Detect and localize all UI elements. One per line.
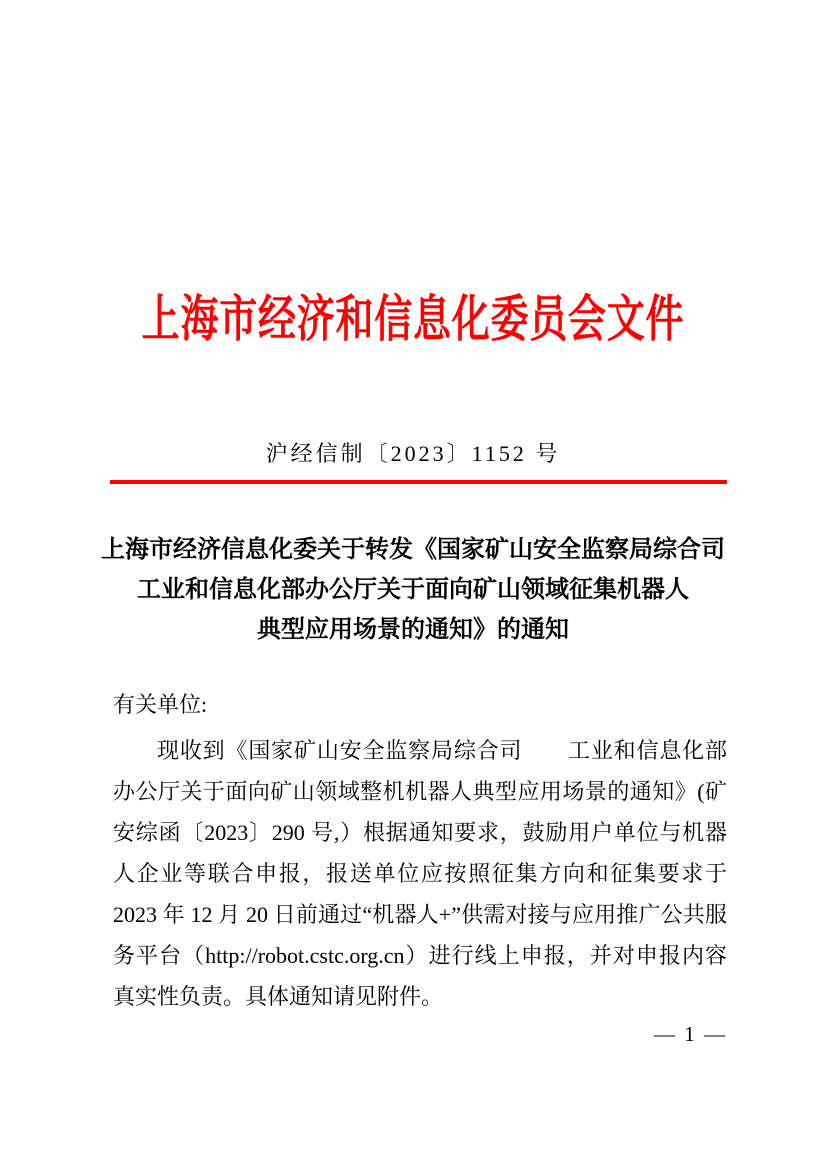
document-title-line-1: 上海市经济信息化委关于转发《国家矿山安全监察局综合司 [101,537,725,563]
letterhead-title-text: 上海市经济和信息化委员会文件 [141,291,685,347]
page-number: — 1 — [654,1022,727,1046]
red-divider-line [110,480,727,484]
document-title-line-3: 典型应用场景的通知》的通知 [257,617,569,643]
body-paragraph: 现收到《国家矿山安全监察局综合司 工业和信息化部办公厅关于面向矿山领域整机机器人典型应用场景的通知》(矿安综函〔2023〕290 号,）根据通知要求，鼓励用户单位与机器人企业等联合申报，报送单位应按照征集方向和征集要求于 2023 年 12 月 20 日前通过“机器人+”供需对接与应用推广公共服务平台（http://robot.cstc.org.cn）进行线上申报，并对申报内容真实性负责。具体通知请见附件。 [113,738,727,1009]
salutation: 有关单位: [113,692,208,717]
letterhead-title [0,284,826,354]
document-title-line-2: 工业和信息化部办公厅关于面向矿山领域征集机器人 [137,577,689,603]
document-title [56,530,770,650]
document-number: 沪经信制〔2023〕1152 号 [265,441,561,466]
